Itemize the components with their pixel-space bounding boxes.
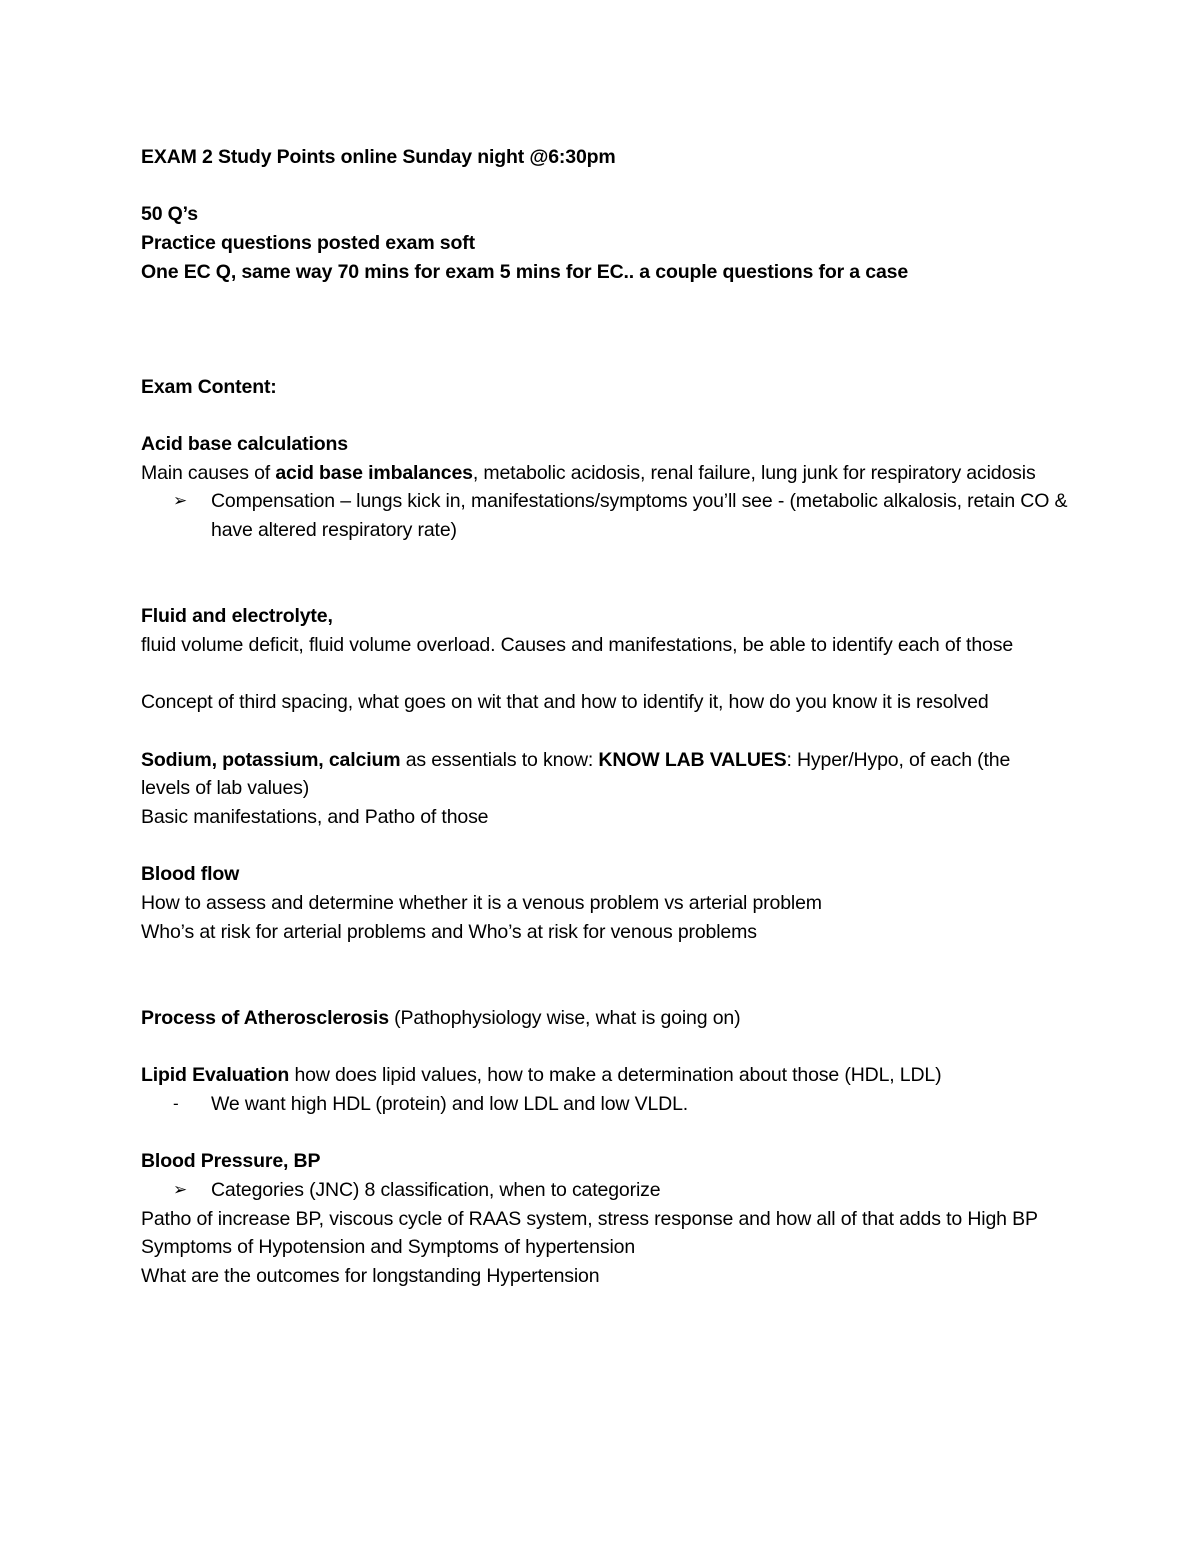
hdl-ldl-text: We want high HDL (protein) and low LDL and low VLDL. [211,1092,689,1115]
acid-base-heading: Acid base calculations [141,432,348,455]
bullet-item [141,1090,1071,1119]
arrow-bullet-icon: ➢ [173,1180,188,1200]
extra-credit-note: One EC Q, same way 70 mins for exam 5 mins for EC.. a couple questions for a case [141,260,909,283]
blood-pressure-heading: Blood Pressure, BP [141,1150,321,1173]
document-title: EXAM 2 Study Points online Sunday night @6:30pm [141,146,616,168]
question-count: 50 Q’s [141,203,198,226]
arrow-bullet-icon: ➢ [173,491,188,511]
blood-flow-assess: How to assess and determine whether it is a venous problem vs arterial problem [141,892,822,915]
bp-patho-text: Patho of increase BP, viscous cycle of RAAS system, stress response and how all of that adds to High BP [141,1207,1038,1230]
dash-bullet-icon: - [173,1093,179,1113]
fluid-volume-text: fluid volume deficit, fluid volume overload. Causes and manifestations, be able to identify each of those [141,633,1014,656]
acid-base-causes: Main causes of acid base imbalances, metabolic acidosis, renal failure, lung junk for respiratory acidosis [141,461,1036,484]
bullet-item [141,487,1071,544]
lipid-evaluation-text: Lipid Evaluation how does lipid values, how to make a determination about those (HDL, LDL) [141,1064,942,1087]
third-spacing-text: Concept of third spacing, what goes on wit that and how to identify it, how do you know it is resolved [141,691,989,714]
bp-outcomes-text: What are the outcomes for longstanding Hypertension [141,1265,600,1288]
electrolytes-text: Sodium, potassium, calcium as essentials to know: KNOW LAB VALUES: Hyper/Hypo, of each (the levels of lab values) [141,748,1016,800]
bullet-item [141,1176,1071,1205]
jnc-categories-text: Categories (JNC) 8 classification, when to categorize [211,1179,661,1202]
exam-content-heading: Exam Content: [141,375,277,398]
manifestations-text: Basic manifestations, and Patho of those [141,805,489,828]
fluid-electrolyte-heading: Fluid and electrolyte, [141,605,333,628]
blood-flow-risk: Who’s at risk for arterial problems and Who’s at risk for venous problems [141,920,757,943]
document-page [141,143,1071,1291]
practice-note: Practice questions posted exam soft [141,232,475,255]
atherosclerosis-text: Process of Atherosclerosis (Pathophysiology wise, what is going on) [141,1006,741,1029]
blood-flow-heading: Blood flow [141,863,240,886]
compensation-text: Compensation – lungs kick in, manifestations/symptoms you’ll see - (metabolic alkalosis, retain CO & have altered respiratory rate) [211,490,1068,541]
bp-symptoms-text: Symptoms of Hypotension and Symptoms of hypertension [141,1236,636,1259]
